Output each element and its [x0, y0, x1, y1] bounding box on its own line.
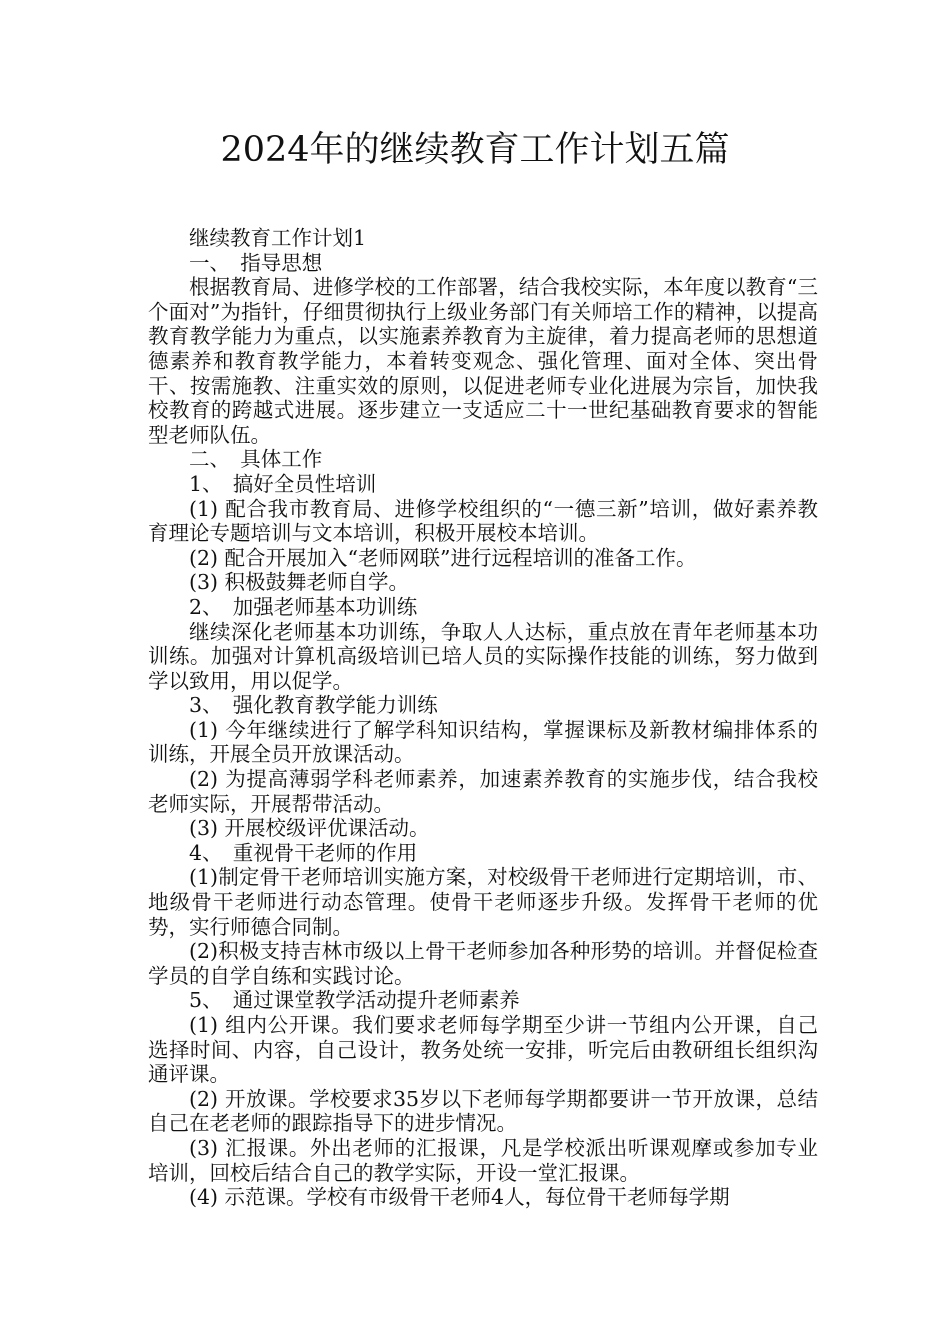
paragraph: (1) 配合我市教育局、进修学校组织的“一德三新”培训，做好素养教育理论专题培训与文本培训，积极开展校本培训。 — [148, 496, 818, 546]
paragraph: (4) 示范课。学校有市级骨干老师4人，每位骨干老师每学期 — [189, 1185, 730, 1210]
paragraph-heading: 1、 搞好全员性培训 — [189, 471, 377, 496]
paragraph-heading: 3、 强化教育教学能力训练 — [189, 693, 438, 718]
paragraph: (2) 配合开展加入“老师网联”进行远程培训的准备工作。 — [189, 545, 697, 570]
paragraph: (2) 开放课。学校要求35岁以下老师每学期都要讲一节开放课，总结自己在老老师的跟踪指导下的进步情况。 — [148, 1086, 818, 1136]
paragraph: (1) 今年继续进行了解学科知识结构，掌握课标及新教材编排体系的训练，开展全员开放课活动。 — [148, 717, 818, 767]
paragraph: (3) 开展校级评优课活动。 — [189, 816, 430, 841]
document-title: 2024年的继续教育工作计划五篇 — [220, 130, 730, 170]
paragraph: (1) 组内公开课。我们要求老师每学期至少讲一节组内公开课，自己选择时间、内容，自己设计，教务处统一安排，听完后由教研组长组织沟通评课。 — [148, 1013, 818, 1087]
paragraph: 根据教育局、进修学校的工作部署，结合我校实际，本年度以教育“三个面对”为指针，仔细贯彻执行上级业务部门有关师培工作的精神，以提高教育教学能力为重点，以实施素养教育为主旋律，着力提高老师的思想道德素养和教育教学能力，本着转变观念、强化管理、面对全体、突出骨干、按需施教、注重实效的原则，以促进老师专业化进展为宗旨，加快我校教育的跨越式进展。逐步建立一支适应二十一世纪基础教育要求的智能型老师队伍。 — [148, 275, 818, 447]
paragraph-heading: 4、 重视骨干老师的作用 — [189, 840, 418, 865]
paragraph: (1)制定骨干老师培训实施方案，对校级骨干老师进行定期培训，市、地级骨干老师进行动态管理。使骨干老师逐步升级。发挥骨干老师的优势，实行师德合同制。 — [148, 865, 818, 939]
paragraph-heading: 5、 通过课堂教学活动提升老师素养 — [189, 988, 520, 1013]
paragraph: (2)积极支持吉林市级以上骨干老师参加各种形势的培训。并督促检查学员的自学自练和实践讨论。 — [148, 939, 818, 988]
paragraph-heading-guiding-ideology: 一、 指导思想 — [189, 250, 323, 275]
paragraph-heading: 2、 加强老师基本功训练 — [189, 594, 418, 619]
paragraph: (3) 积极鼓舞老师自学。 — [189, 570, 410, 595]
paragraph-section-heading: 继续教育工作计划1 — [189, 226, 367, 250]
paragraph: 继续深化老师基本功训练，争取人人达标，重点放在青年老师基本功训练。加强对计算机高级培训已培人员的实际操作技能的训练，努力做到学以致用，用以促学。 — [148, 619, 818, 693]
paragraph-heading-specific-work: 二、 具体工作 — [189, 447, 323, 472]
document-body — [148, 226, 818, 1210]
paragraph: (2) 为提高薄弱学科老师素养，加速素养教育的实施步伐，结合我校老师实际，开展帮带活动。 — [148, 767, 818, 816]
paragraph: (3) 汇报课。外出老师的汇报课，凡是学校派出听课观摩或参加专业培训，回校后结合自己的教学实际，开设一堂汇报课。 — [148, 1135, 818, 1185]
